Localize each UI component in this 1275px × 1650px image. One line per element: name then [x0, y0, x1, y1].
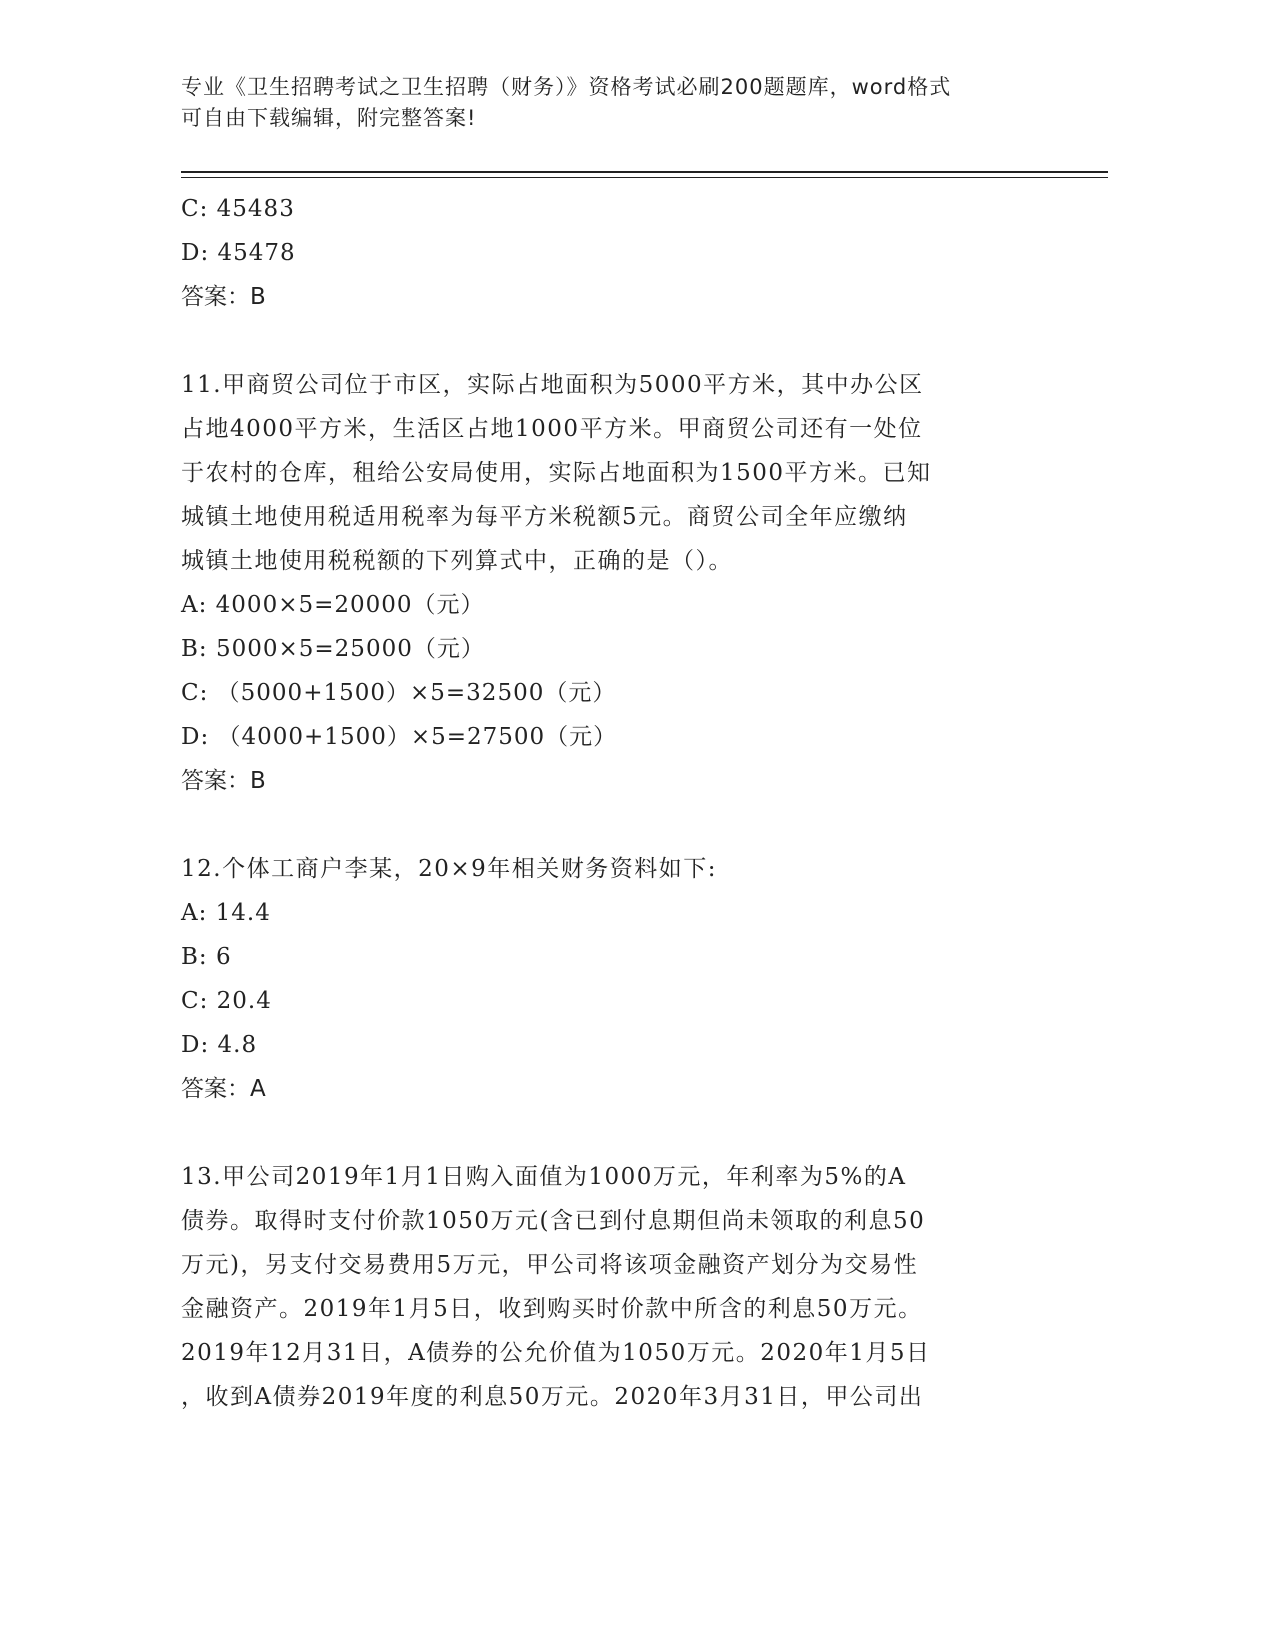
- document-body: [181, 187, 1061, 1419]
- answer: 答案：A: [181, 1076, 266, 1102]
- question-text: 债券。取得时支付价款1050万元(含已到付息期但尚未领取的利息50: [181, 1208, 926, 1234]
- option-d: D: 45478: [181, 240, 296, 266]
- option-b: B: 5000×5=25000（元）: [181, 636, 485, 662]
- question-10-continued: [181, 187, 1061, 319]
- question-text: 金融资产。2019年1月5日，收到购买时价款中所含的利息50万元。: [181, 1296, 923, 1322]
- option-d: D: （4000+1500）×5=27500（元）: [181, 724, 618, 750]
- question-text: 万元)，另支付交易费用5万元，甲公司将该项金融资产划分为交易性: [181, 1252, 919, 1278]
- question-13: [181, 1155, 1061, 1419]
- header-line-2: 可自由下载编辑，附完整答案!: [181, 106, 477, 130]
- question-text: 11.甲商贸公司位于市区，实际占地面积为5000平方米，其中办公区: [181, 372, 924, 398]
- question-text: ，收到A债券2019年度的利息50万元。2020年3月31日，甲公司出: [181, 1384, 924, 1410]
- question-text: 2019年12月31日，A债券的公允价值为1050万元。2020年1月5日: [181, 1340, 931, 1366]
- question-text: 13.甲公司2019年1月1日购入面值为1000万元，年利率为5%的A: [181, 1164, 907, 1190]
- question-11: [181, 363, 1061, 803]
- option-b: B: 6: [181, 944, 232, 970]
- option-a: A: 4000×5=20000（元）: [181, 592, 485, 618]
- header-divider-thick: [181, 171, 1108, 173]
- option-c: C: （5000+1500）×5=32500（元）: [181, 680, 617, 706]
- question-text: 城镇土地使用税适用税率为每平方米税额5元。商贸公司全年应缴纳: [181, 504, 908, 530]
- option-d: D: 4.8: [181, 1032, 258, 1058]
- option-c: C: 45483: [181, 196, 295, 222]
- answer: 答案：B: [181, 284, 266, 310]
- option-a: A: 14.4: [181, 900, 271, 926]
- question-text: 12.个体工商户李某，20×9年相关财务资料如下:: [181, 856, 717, 882]
- question-12: [181, 847, 1061, 1111]
- question-text: 于农村的仓库，租给公安局使用，实际占地面积为1500平方米。已知: [181, 460, 932, 486]
- header-divider-thin: [181, 177, 1108, 178]
- document-header: [181, 72, 1041, 134]
- header-line-1: 专业《卫生招聘考试之卫生招聘（财务）》资格考试必刷200题题库，word格式: [181, 75, 952, 99]
- question-text: 城镇土地使用税税额的下列算式中，正确的是（）。: [181, 548, 733, 574]
- option-c: C: 20.4: [181, 988, 272, 1014]
- question-text: 占地4000平方米，生活区占地1000平方米。甲商贸公司还有一处位: [181, 416, 923, 442]
- answer: 答案：B: [181, 768, 266, 794]
